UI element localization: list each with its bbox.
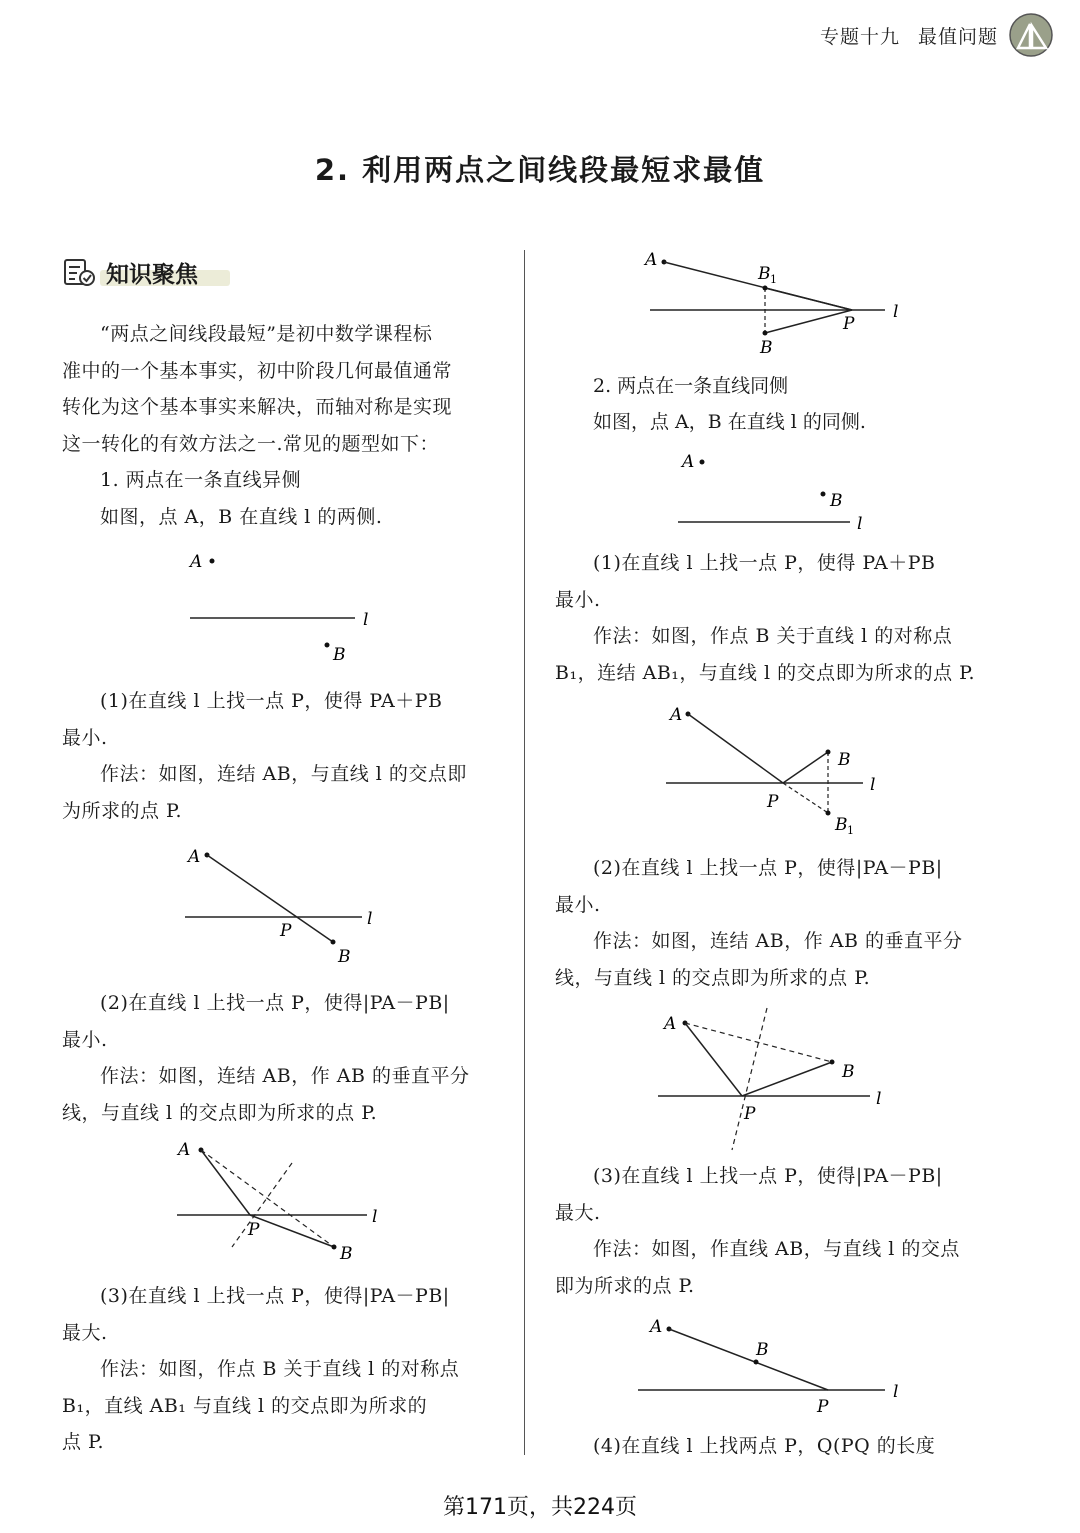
case1-q1-line: (1)在直线 l 上找一点 P，使得 PA＋PB [100, 690, 443, 712]
column-divider [524, 250, 525, 1455]
dashed-AB [685, 1023, 832, 1062]
figure-case1-q3 [630, 245, 910, 360]
case1-m3-line: 点 P. [62, 1431, 105, 1453]
label-B: B [838, 750, 851, 770]
line-AB [669, 1329, 828, 1390]
segment-AP [201, 1150, 250, 1215]
point-B [331, 940, 336, 945]
label-B1-subscript: 1 [770, 273, 777, 286]
label-l: l [363, 610, 369, 630]
intro-line: 这一转化的有效方法之一.常见的题型如下： [62, 432, 440, 455]
figure-case1-q2 [170, 1135, 400, 1270]
page-counter: 第171页，共224页 [443, 1495, 637, 1520]
case2-q3-line: (3)在直线 l 上找一点 P，使得|PA－PB| [593, 1165, 943, 1187]
label-B: B [333, 645, 346, 665]
case2-q1-line: (1)在直线 l 上找一点 P，使得 PA＋PB [593, 552, 936, 574]
point-B [821, 492, 826, 497]
perpendicular-bisector [732, 1008, 767, 1150]
header-subject: 最值问题 [917, 26, 998, 48]
case2-heading: 2. 两点在一条直线同侧 [593, 375, 789, 397]
label-l: l [870, 775, 876, 795]
point-B1 [826, 811, 831, 816]
figure-case1-setup [170, 545, 400, 670]
figure-case2-setup [660, 445, 890, 537]
figure-case2-q1 [660, 700, 900, 840]
label-P: P [744, 1104, 756, 1124]
label-l: l [367, 909, 373, 929]
label-B: B [760, 338, 773, 358]
point-A [700, 460, 705, 465]
case1-m2-line: 作法：如图，连结 AB，作 AB 的垂直平分 [100, 1065, 470, 1087]
dashed-AB [201, 1150, 334, 1247]
case2-q1-line: 最小. [555, 588, 601, 611]
case2-m2-line: 线，与直线 l 的交点即为所求的点 P. [555, 966, 871, 989]
label-l: l [372, 1207, 378, 1227]
case1-q3-line: (3)在直线 l 上找一点 P，使得|PA－PB| [100, 1285, 450, 1307]
point-B [763, 331, 768, 336]
case2-header-block [555, 368, 995, 440]
segment-PB [783, 752, 828, 783]
header-topic: 专题十九 [819, 26, 900, 48]
label-P: P [248, 1220, 260, 1240]
case1-q1-line: 最小. [62, 726, 108, 749]
label-B1-subscript: 1 [847, 824, 854, 837]
perpendicular-bisector [232, 1163, 292, 1247]
point-B [754, 1360, 759, 1365]
point-B [826, 750, 831, 755]
segment-AP [685, 1023, 742, 1096]
case2-m3-line: 即为所求的点 P. [555, 1274, 695, 1297]
case1-q2-line: 最小. [62, 1028, 108, 1051]
section-title: 2. 利用两点之间线段最短求最值 [314, 153, 766, 187]
figure-case2-q2 [650, 1005, 900, 1155]
case2-q1-block [555, 545, 995, 691]
label-A: A [664, 1014, 677, 1034]
label-l: l [893, 302, 899, 322]
chapter-logo-icon [1008, 12, 1054, 58]
case1-q2-line: (2)在直线 l 上找一点 P，使得|PA－PB| [100, 992, 450, 1014]
intro-line: “两点之间线段最短”是初中数学课程标 [100, 323, 433, 345]
case2-m1-line: 作法：如图，作点 B 关于直线 l 的对称点 [593, 625, 953, 647]
case1-q2-block [62, 985, 502, 1131]
running-header [802, 22, 998, 49]
label-B: B [756, 1340, 769, 1360]
case1-m2-line: 线，与直线 l 的交点即为所求的点 P. [62, 1101, 378, 1124]
case1-m1-line: 为所求的点 P. [62, 799, 183, 822]
label-A: A [670, 705, 683, 725]
label-P: P [280, 921, 292, 941]
segment-AB [207, 855, 333, 942]
case1-m1-line: 作法：如图，连结 AB，与直线 l 的交点即 [100, 763, 467, 785]
label-B1: B [835, 815, 848, 835]
label-l: l [876, 1089, 882, 1109]
point-B [830, 1060, 835, 1065]
dashed-PB1 [783, 783, 828, 813]
case2-q4-block [555, 1428, 995, 1465]
case1-q1-block [62, 683, 502, 829]
segment-PB [742, 1062, 832, 1096]
case2-m1-line: B₁，连结 AB₁，与直线 l 的交点即为所求的点 P. [555, 661, 976, 684]
case2-q2-line: 最小. [555, 893, 601, 916]
label-A: A [190, 552, 203, 572]
case1-heading: 1. 两点在一条直线异侧 [100, 469, 302, 491]
case2-q2-block [555, 850, 995, 996]
case2-m3-line: 作法：如图，作直线 AB，与直线 l 的交点 [593, 1238, 960, 1260]
intro-paragraph [62, 316, 502, 535]
point-A [210, 559, 215, 564]
case1-setup: 如图，点 A，B 在直线 l 的两侧. [100, 505, 383, 528]
label-P: P [817, 1397, 829, 1417]
figure-case1-q1 [170, 838, 400, 968]
segment-B1P [765, 288, 852, 310]
label-l: l [857, 514, 863, 534]
label-P: P [767, 792, 779, 812]
label-B1: B [758, 264, 771, 284]
case2-q3-line: 最大. [555, 1201, 601, 1224]
segment-PB [250, 1215, 334, 1247]
case2-q2-line: (2)在直线 l 上找一点 P，使得|PA－PB| [593, 857, 943, 879]
case2-setup: 如图，点 A，B 在直线 l 的同侧. [593, 411, 866, 433]
label-A: A [178, 1140, 191, 1160]
point-B [325, 643, 330, 648]
label-B: B [340, 1244, 353, 1264]
segment-AP [688, 714, 783, 783]
figure-case2-q3 [630, 1310, 910, 1420]
case2-q3-block [555, 1158, 995, 1304]
intro-line: 准中的一个基本事实，初中阶段几何最值通常 [62, 359, 453, 382]
label-A: A [682, 452, 695, 472]
label-A: A [645, 250, 658, 270]
label-B: B [842, 1062, 855, 1082]
label-B: B [338, 947, 351, 967]
label-A: A [188, 847, 201, 867]
case2-q4-line: (4)在直线 l 上找两点 P，Q(PQ 的长度 [593, 1435, 936, 1457]
case1-m3-line: 作法：如图，作点 B 关于直线 l 的对称点 [100, 1358, 460, 1380]
label-B: B [830, 491, 843, 511]
segment-BP [765, 310, 852, 333]
case1-m3-line: B₁，直线 AB₁ 与直线 l 的交点即为所求的 [62, 1394, 428, 1417]
intro-line: 转化为这个基本事实来解决，而轴对称是实现 [62, 396, 453, 418]
knowledge-icon [62, 254, 98, 290]
case2-m2-line: 作法：如图，连结 AB，作 AB 的垂直平分 [593, 930, 963, 952]
knowledge-heading: 知识聚焦 [106, 262, 198, 288]
point-B1 [763, 286, 768, 291]
label-l: l [893, 1382, 899, 1402]
case1-q3-block [62, 1278, 502, 1461]
label-P: P [843, 314, 855, 334]
point-B [332, 1245, 337, 1250]
label-A: A [650, 1317, 663, 1337]
case1-q3-line: 最大. [62, 1321, 108, 1344]
